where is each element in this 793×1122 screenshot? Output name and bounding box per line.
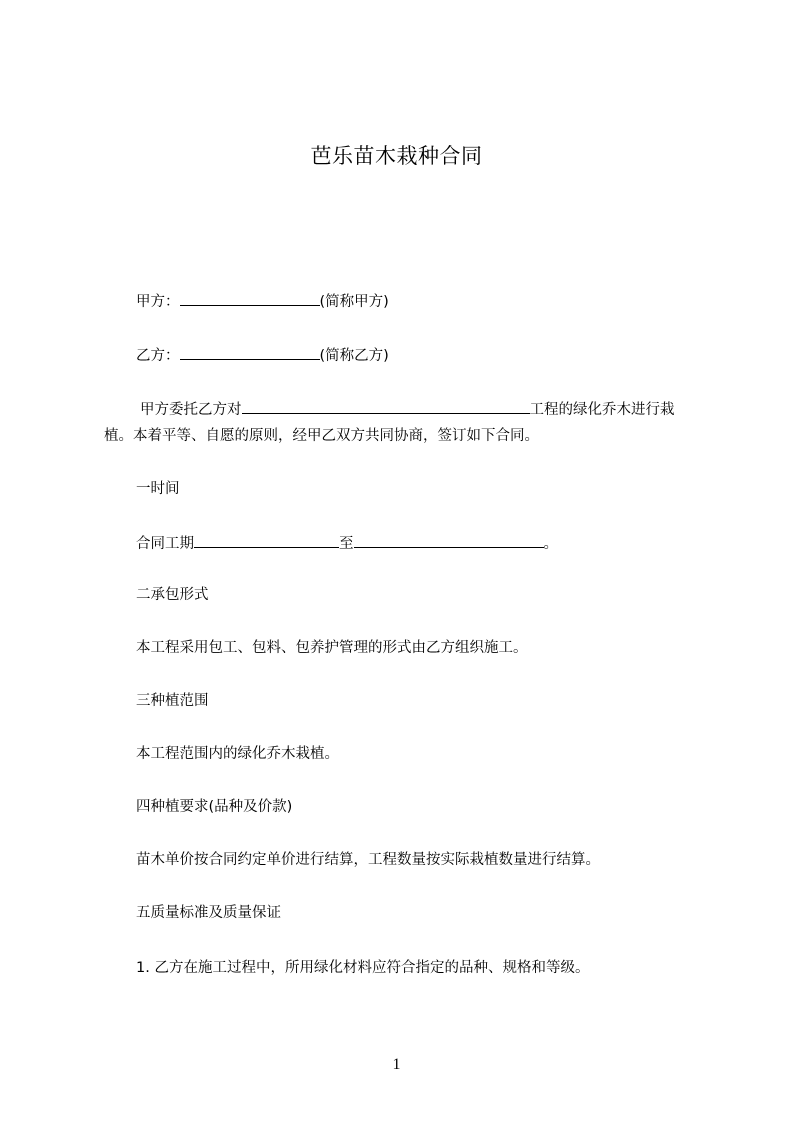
party-b-blank <box>180 344 320 360</box>
intro-line <box>140 398 675 420</box>
project-name-blank <box>242 398 530 414</box>
intro-continuation: 植。本着平等、自愿的原则，经甲乙双方共同协商，签订如下合同。 <box>104 428 539 444</box>
page-number: 1 <box>392 1056 401 1073</box>
section-2-text: 本工程采用包工、包料、包养护管理的形式由乙方组织施工。 <box>136 640 528 656</box>
contract-period-line <box>136 532 558 554</box>
period-middle: 至 <box>339 536 354 552</box>
period-start-blank <box>194 532 339 548</box>
document-title: 芭乐苗木栽种合同 <box>310 144 483 168</box>
party-a-line <box>136 290 389 312</box>
period-prefix: 合同工期 <box>136 536 194 552</box>
section-5-item-1: 1. 乙方在施工过程中，所用绿化材料应符合指定的品种、规格和等级。 <box>136 960 590 976</box>
section-3-heading: 三种植范围 <box>136 693 209 709</box>
period-end-blank <box>354 532 544 548</box>
intro-suffix: 工程的绿化乔木进行栽 <box>529 402 675 418</box>
section-5-heading: 五质量标准及质量保证 <box>136 905 281 921</box>
party-a-label: 甲方： <box>136 294 180 310</box>
party-b-line <box>136 344 389 366</box>
intro-prefix: 甲方委托乙方对 <box>140 402 242 418</box>
section-4-heading: 四种植要求(品种及价款) <box>136 799 293 815</box>
section-4-text: 苗木单价按合同约定单价进行结算，工程数量按实际栽植数量进行结算。 <box>136 852 600 868</box>
party-b-suffix: (简称乙方) <box>319 348 389 364</box>
section-1-heading: 一时间 <box>136 481 180 497</box>
period-end: 。 <box>543 536 558 552</box>
party-b-label: 乙方： <box>136 348 180 364</box>
party-a-suffix: (简称甲方) <box>319 294 389 310</box>
section-2-heading: 二承包形式 <box>136 587 209 603</box>
section-3-text: 本工程范围内的绿化乔木栽植。 <box>136 746 339 762</box>
party-a-blank <box>180 290 320 306</box>
